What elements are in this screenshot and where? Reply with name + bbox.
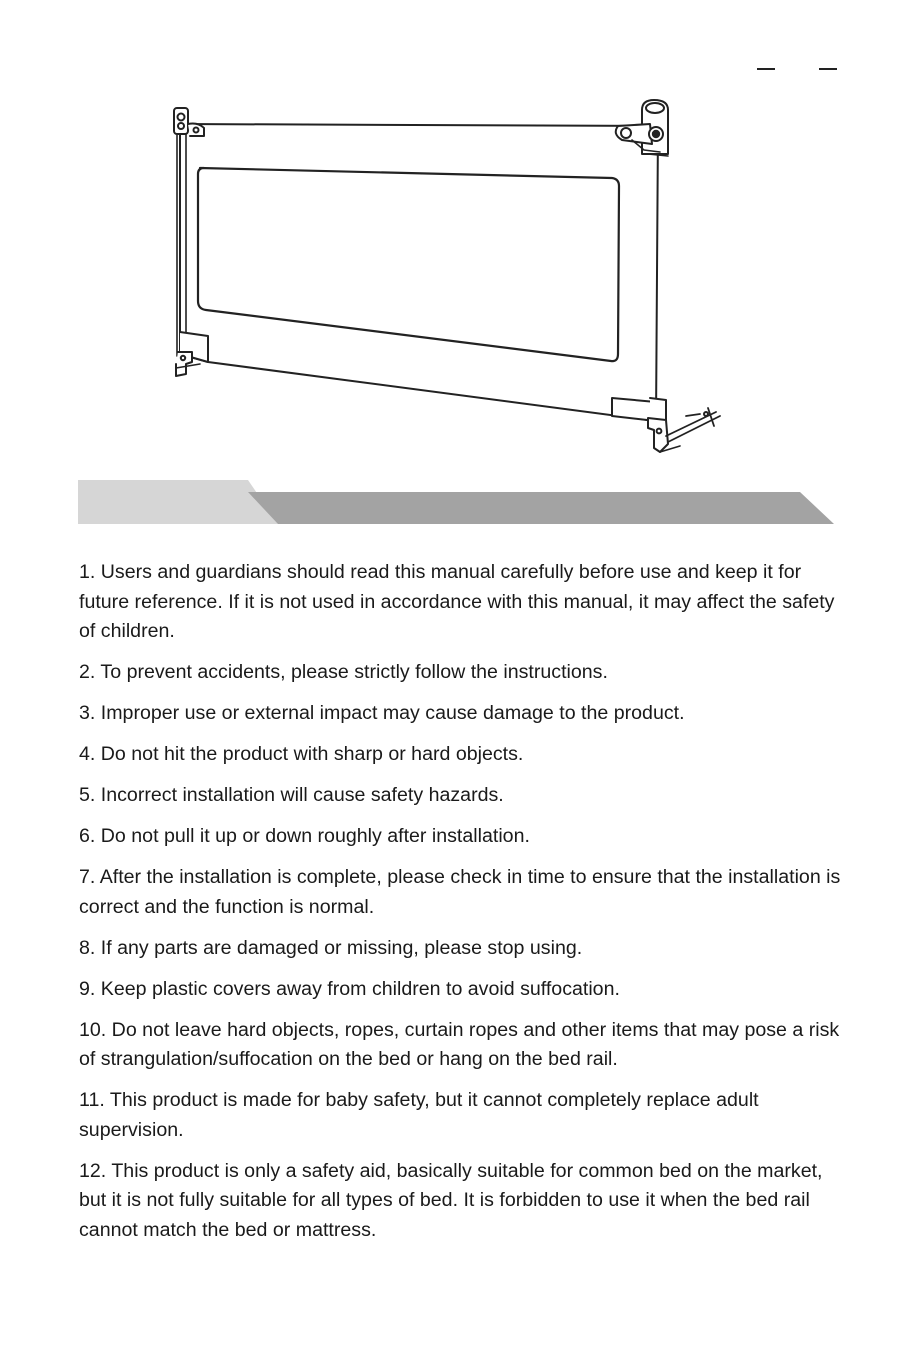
section-header-stripe [248,492,834,524]
warning-item: 4. Do not hit the product with sharp or hard objects. [79,743,524,765]
warning-item: 8. If any parts are damaged or missing, please stop using. [79,936,583,959]
bed-rail-illustration [160,96,730,468]
page-marks [757,68,837,74]
left-bottom-bracket [176,332,208,376]
right-bottom-bracket [612,398,720,452]
page-mark-left [757,68,775,70]
warning-item: 12. This product is only a safety aid, basically suitable for common bed on the market, but it is not fully suitable for all types of bed. It is forbidden to use it when the bed rail cannot match the bed or mattress. [79,1159,823,1241]
warnings-list [79,558,841,1257]
warning-item: 5. Incorrect installation will cause safety hazards. [79,784,504,806]
warning-item: 9. Keep plastic covers away from children to avoid suffocation. [79,977,620,1000]
section-header-bar [78,480,836,524]
warning-item: 7. After the installation is complete, please check in time to ensure that the installation is correct and the function is normal. [79,866,841,918]
warning-item: 1. Users and guardians should read this manual carefully before use and keep it for future reference. If it is not used in accordance with this manual, it may affect the safety of children. [79,561,835,642]
section-header-tab [78,480,278,524]
warning-item: 6. Do not pull it up or down roughly after installation. [79,825,530,847]
warning-item: 3. Improper use or external impact may cause damage to the product. [79,702,685,724]
warning-item: 2. To prevent accidents, please strictly follow the instructions. [79,661,608,683]
page-mark-right [819,68,837,70]
warning-item: 10. Do not leave hard objects, ropes, curtain ropes and other items that may pose a risk of strangulation/suffocation on the bed or hang on the bed rail. [79,1018,840,1070]
warning-item: 11. This product is made for baby safety, but it cannot completely replace adult supervision. [79,1089,759,1141]
